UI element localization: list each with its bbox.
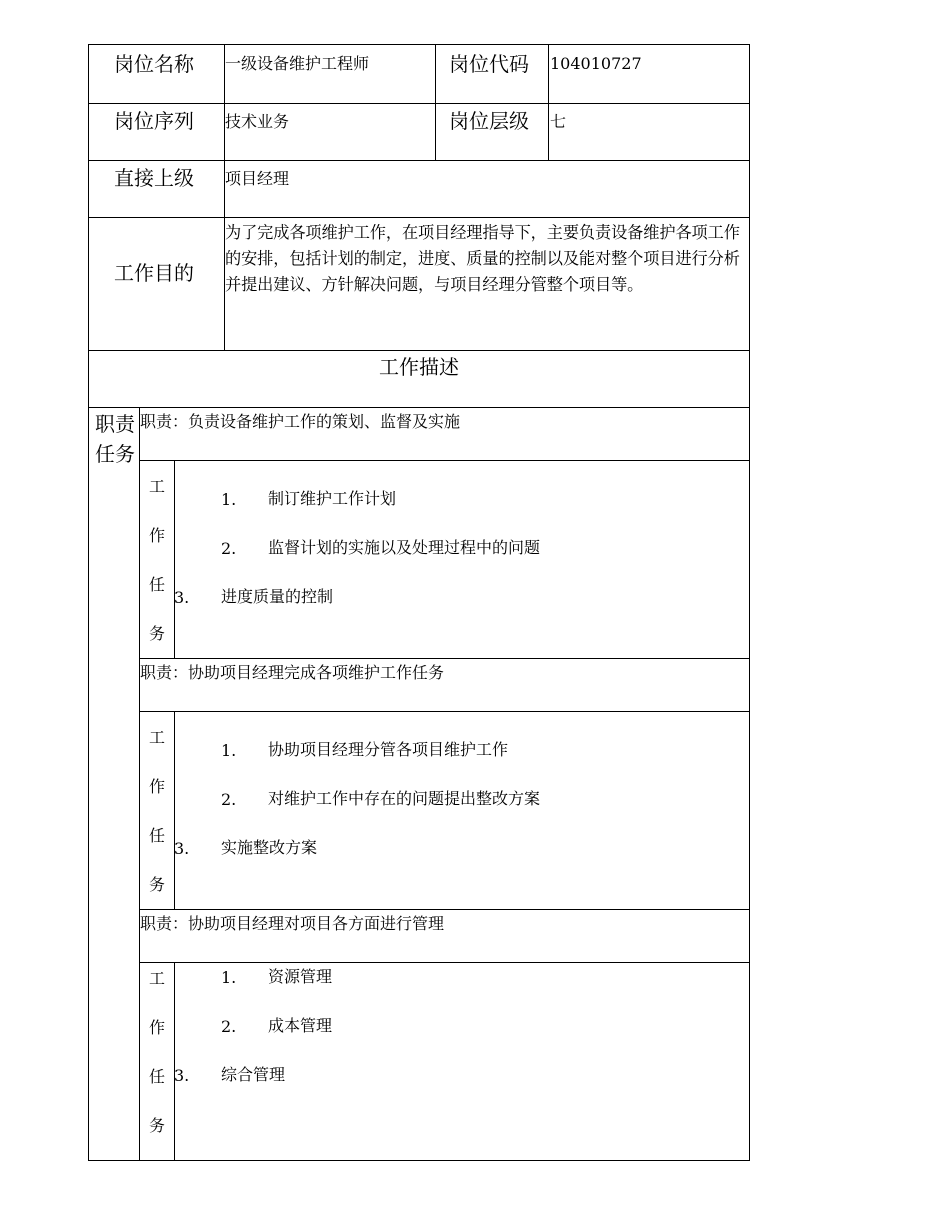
task-label-3: 工 作 任 务: [148, 969, 165, 1135]
task-text-3-1: 资源管理: [268, 967, 333, 986]
duty-group-label: 职责 任务: [95, 412, 135, 466]
duty-title-3: 职责：协助项目经理对项目各方面进行管理: [140, 914, 445, 933]
position-code-label: 岗位代码: [449, 52, 529, 76]
supervisor-value: 项目经理: [225, 169, 290, 188]
task-num-2-1: 1.: [221, 741, 237, 760]
task-text-1-1: 制订维护工作计划: [268, 489, 397, 508]
supervisor-label: 直接上级: [114, 166, 194, 190]
task-text-3-3: 综合管理: [221, 1065, 286, 1084]
position-code-value: 104010727: [550, 54, 642, 73]
level-value: 七: [550, 112, 567, 131]
task-num-1-3: 3.: [174, 588, 190, 607]
task-text-1-3: 进度质量的控制: [221, 587, 334, 606]
task-num-2-2: 2.: [221, 790, 237, 809]
task-num-3-1: 1.: [221, 968, 237, 987]
task-num-2-3: 3.: [174, 839, 190, 858]
task-label-2: 工 作 任 务: [148, 728, 165, 894]
task-text-2-3: 实施整改方案: [221, 838, 318, 857]
task-text-2-2: 对维护工作中存在的问题提出整改方案: [268, 789, 541, 808]
position-name-value: 一级设备维护工程师: [225, 54, 370, 73]
task-num-1-1: 1.: [221, 490, 237, 509]
task-text-2-1: 协助项目经理分管各项目维护工作: [268, 740, 509, 759]
purpose-text: 为了完成各项维护工作，在项目经理指导下，主要负责设备维护各项工作的安排，包括计划的制定，进度、质量的控制以及能对整个项目进行分析并提出建议、方针解决问题，与项目经理分管整个项目等。: [225, 223, 740, 294]
duty-title-2: 职责：协助项目经理完成各项维护工作任务: [140, 663, 445, 682]
purpose-label: 工作目的: [114, 261, 194, 285]
sequence-value: 技术业务: [225, 112, 290, 131]
task-label-1: 工 作 任 务: [148, 477, 165, 643]
job-description-table: [88, 44, 750, 1161]
task-num-1-2: 2.: [221, 539, 237, 558]
duty-title-1: 职责：负责设备维护工作的策划、监督及实施: [140, 412, 461, 431]
task-text-1-2: 监督计划的实施以及处理过程中的问题: [268, 538, 541, 557]
task-num-3-3: 3.: [174, 1066, 190, 1085]
task-text-3-2: 成本管理: [268, 1016, 333, 1035]
sequence-label: 岗位序列: [114, 109, 194, 133]
section-title: 工作描述: [379, 355, 459, 379]
task-num-3-2: 2.: [221, 1017, 237, 1036]
level-label: 岗位层级: [449, 109, 529, 133]
position-name-label: 岗位名称: [114, 52, 194, 76]
